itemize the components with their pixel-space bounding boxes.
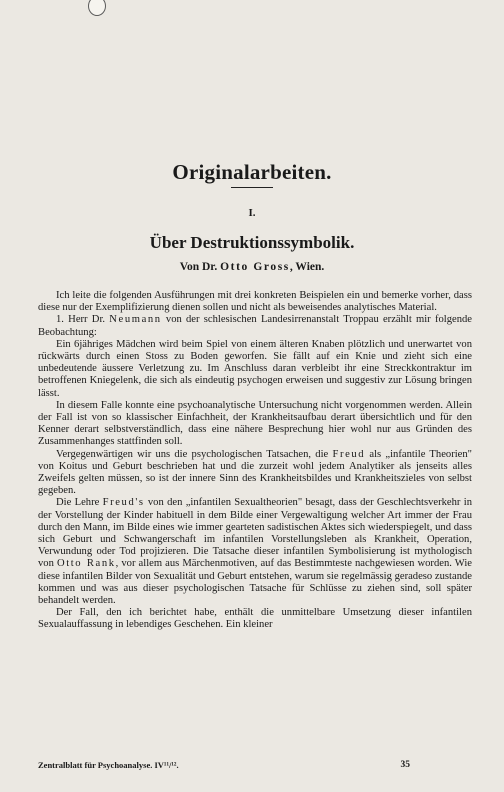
paragraph-6-text-b: von den „infantilen Sexualtheorien" besagt, dass der Geschlechtsverkehr in der Vorstellung der Kinder habituell in dem Bilde einer Vergewaltigung welcher Art immer der Frau durch den Mann, im Bilde eines wie immer gearteten sadistischen Aktes sich wiederspiegelt, und dass sich Geburt und Schwangerschaft im infantilen Vorstellungsleben als Krankheit, Operation, Verwundung oder Tod projizieren. Die Tatsache dieser infantilen Symbolisierung ist mythologisch von — [38, 497, 472, 570]
paragraph-6-text-c: , vor allem aus Märchenmotiven, auf das Bestimmteste nachgewiesen worden. Wie diese infantilen Bilder von Sexualität und Geburt entstehen, warum sie regelmässig geradeso zustande kommen und was aus dieser psychologischen Tatsache für Schlüsse zu ziehen sind, soll später behandelt werden. — [38, 558, 472, 607]
byline-prefix: Von Dr. — [179, 261, 221, 273]
paragraph-6 — [38, 497, 472, 607]
punch-hole-mark — [88, 0, 106, 16]
paragraph-7: Der Fall, den ich berichtet habe, enthält die unmittelbare Umsetzung dieser infantilen Sexualauffassung in lebendiges Geschehen. Ein kleiner — [38, 607, 472, 631]
person-name-freud-possessive: Freud's — [102, 497, 145, 509]
paragraph-2-text-a: 1. Herr Dr. — [56, 314, 110, 326]
person-name-rank: Otto Rank — [56, 558, 116, 570]
byline — [0, 261, 504, 273]
paragraph-3: Ein 6jähriges Mädchen wird beim Spiel von einem älteren Knaben plötzlich und unerwartet von rückwärts durch einen Stoss zu Boden geworfen. Sie fällt auf ein Knie und zieht sich eine unbedeutende äussere Verletzung zu. Im Anschluss daran verbleibt ihr eine Streckkontraktur im betroffenen Kniegelenk, die sich als eindeutig psychogen erweisen und suggestiv zur Lösung bringen lässt. — [38, 338, 472, 399]
page-footer — [38, 760, 472, 770]
paragraph-6-text-a: Die Lehre — [56, 497, 103, 509]
byline-suffix: , Wien. — [289, 261, 325, 273]
article-numeral: I. — [248, 207, 256, 219]
section-title: Originalarbeiten. — [172, 160, 332, 184]
article-body — [38, 290, 472, 632]
paragraph-5-text-b: als „infantile Theorien" von Koitus und Geburt beschrieben hat und die zurzeit wohl jedem Analytiker als jenseits alles Zweifels gelten müssen, so ist der innere Sinn des Krankheitsbildes und Krankheitszieles von selbst gegeben. — [38, 448, 472, 497]
journal-name: Zentralblatt für Psychoanalyse. IV¹¹/¹². — [38, 760, 179, 770]
page-number: 35 — [400, 760, 410, 770]
paragraph-5 — [38, 449, 472, 498]
paragraph-1: Ich leite die folgenden Ausführungen mit drei konkreten Beispielen ein und bemerke vorher, dass diese nur der Exemplifizierung dienen sollen und nicht als beweisendes analytisches Material. — [38, 290, 472, 314]
person-name-neumann: Neumann — [109, 314, 162, 326]
person-name-freud: Freud — [332, 448, 366, 460]
paragraph-2 — [38, 314, 472, 338]
title-rule — [231, 187, 273, 188]
paragraph-4: In diesem Falle konnte eine psychoanalytische Untersuchung nicht vorgenommen werden. Allein der Fall ist von so klassischer Einfachheit, der Krankheitsaufbau derart übersichtlich und für den Kenner derart selbstverständlich, dass eine nähere Besprechung hier wohl nur aus Gründen des Zusammenhanges stattfinden soll. — [38, 399, 472, 448]
paragraph-5-text-a: Vergegenwärtigen wir uns die psychologischen Tatsachen, die — [56, 448, 333, 460]
paragraph-2-text-b: von der schlesischen Landesirrenanstalt Troppau erzählt mir folgende Beobachtung: — [38, 314, 473, 338]
author-name: Otto Gross — [220, 261, 290, 273]
article-title: Über Destruktionssymbolik. — [149, 233, 355, 252]
